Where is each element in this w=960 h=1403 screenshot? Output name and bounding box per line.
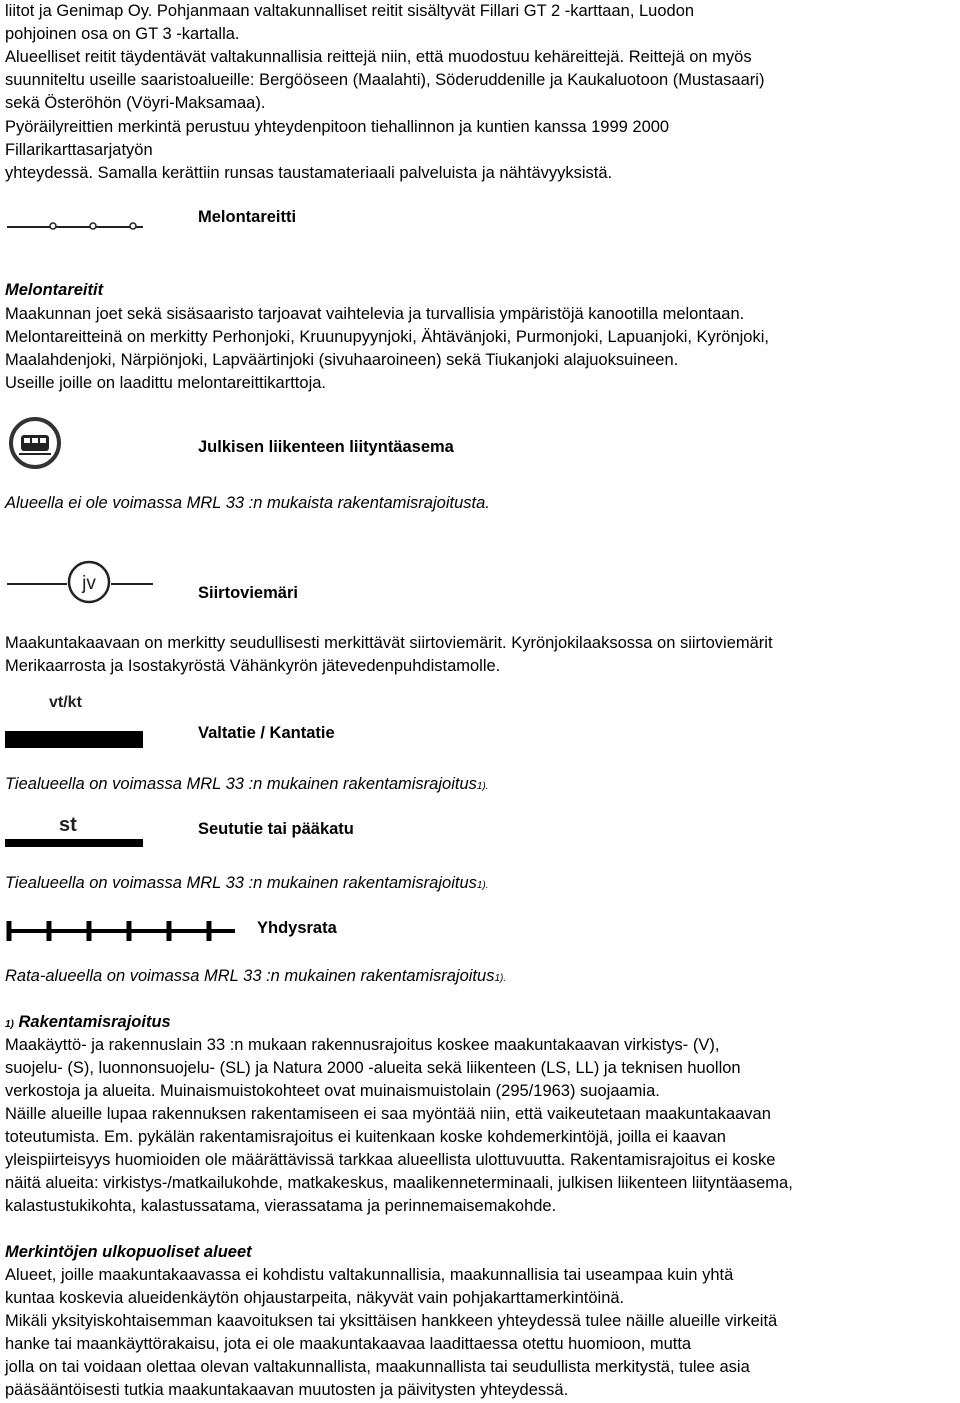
intro-line: pohjoinen osa on GT 3 -kartalla. (5, 25, 240, 43)
transit-station-legend-label: Julkisen liikenteen liityntäasema (198, 438, 454, 456)
building-restriction-line: verkostoja ja alueita. Muinaismuistokohteet ovat muinaismuistolain (295/1963) suojaamia. (5, 1082, 660, 1100)
transit-station-icon (7, 415, 65, 471)
unmarked-areas-line: kuntaa koskevia alueidenkäytön ohjaustarpeita, näkyvät vain pohjakarttamerkintöinä. (5, 1289, 625, 1307)
regional-road-legend-label: Seututie tai pääkatu (198, 820, 354, 838)
intro-line: Fillarikarttasarjatyön (5, 141, 153, 159)
canoe-line: Maalahdenjoki, Närpiönjoki, Lapväärtinjoki (sivuhaaroineen) sekä Tiukanjoki alajuoksuineen. (5, 351, 679, 369)
canoe-route-legend-label: Melontareitti (198, 208, 297, 226)
highway-symbol-text: vt/kt (49, 694, 82, 711)
unmarked-areas-line: Alueet, joille maakuntakaavassa ei kohdistu valtakunnallisia, maakunnallisia tai useampaa kuin yhtä (5, 1266, 734, 1284)
intro-line: liitot ja Genimap Oy. Pohjanmaan valtakunnalliset reitit sisältyvät Fillari GT 2 -karttaan, Luodon (5, 2, 695, 20)
building-restriction-line: suojelu- (S), luonnonsuojelu- (SL) ja Natura 2000 -alueita sekä liikenteen (LS, LL) ja teknisen huollon (5, 1059, 741, 1077)
intro-line: Alueelliset reitit täydentävät valtakunnallisia reittejä niin, että muodostuu kehäreittejä. Reittejä on myös (5, 48, 752, 66)
railway-symbol (5, 918, 237, 944)
highway-symbol (5, 694, 145, 754)
sewer-main-symbol-text: jv (82, 573, 96, 594)
highway-legend-label: Valtatie / Kantatie (198, 724, 335, 742)
canoe-line: Melontareitteinä on merkitty Perhonjoki, Kruunupyynjoki, Ähtävänjoki, Purmonjoki, Lapuanjoki, Kyrönjoki, (5, 328, 769, 346)
unmarked-areas-line: jolla on tai voidaan olettaa olevan valtakunnallista, maakunnallista tai seudullista merkitystä, tulee asia (5, 1358, 750, 1376)
sewer-main-line: Maakuntakaavaan on merkitty seudullisesti merkittävät siirtoviemärit. Kyrönjokilaaksossa on siirtoviemärit (5, 634, 773, 652)
building-restriction-line: Näille alueille lupaa rakennuksen rakentamiseen ei saa myöntää niin, että vaikeutetaan maakuntakaavan (5, 1105, 771, 1123)
building-restriction-line: Maakäyttö- ja rakennuslain 33 :n mukaan rakennusrajoitus koskee maakuntakaavan virkistys- (V), (5, 1036, 720, 1054)
highway-note: Tiealueella on voimassa MRL 33 :n mukainen rakentamisrajoitus1). (5, 775, 489, 793)
sewer-main-legend-label: Siirtoviemäri (198, 584, 298, 602)
canoe-line: Maakunnan joet sekä sisäsaaristo tarjoavat vaihtelevia ja turvallisia ympäristöjä kanootilla melontaan. (5, 305, 745, 323)
regional-road-symbol-text: st (59, 814, 77, 836)
railway-legend-label: Yhdysrata (257, 919, 337, 937)
building-restriction-line: kalastustukikohta, kalastussatama, vierassatama ja perinnemaisemakohde. (5, 1197, 557, 1215)
transit-station-note: Alueella ei ole voimassa MRL 33 :n mukaista rakentamisrajoitusta. (5, 494, 490, 512)
regional-road-symbol (5, 814, 145, 848)
regional-road-note: Tiealueella on voimassa MRL 33 :n mukainen rakentamisrajoitus1). (5, 874, 489, 892)
intro-line: Pyöräilyreittien merkintä perustuu yhteydenpitoon tiehallinnon ja kuntien kanssa 1999 2000 (5, 118, 670, 136)
canoe-line: Useille joille on laadittu melontareittikarttoja. (5, 374, 326, 392)
intro-line: sekä Österöhön (Vöyri-Maksamaa). (5, 94, 266, 112)
railway-note: Rata-alueella on voimassa MRL 33 :n mukainen rakentamisrajoitus1). (5, 967, 507, 985)
building-restriction-line: yleispiirteisyys huomioiden ole määrättävissä tarkkaa alueellista ulottuvuutta. Rakentamisrajoitus ei koske (5, 1151, 776, 1169)
sewer-main-line: Merikaarrosta ja Isostakyröstä Vähänkyrön jätevedenpuhdistamolle. (5, 657, 501, 675)
unmarked-areas-line: Mikäli yksityiskohtaisemman kaavoituksen tai yksittäisen hankkeen yhteydessä tulee näille alueille virkeitä (5, 1312, 778, 1330)
building-restriction-title: 1) Rakentamisrajoitus (5, 1013, 171, 1031)
intro-line: suunniteltu useille saaristoalueille: Bergööseen (Maalahti), Söderuddenille ja Kaukaluotoon (Mustasaari) (5, 71, 765, 89)
intro-line: yhteydessä. Samalla kerättiin runsas taustamateriaali palveluista ja nähtävyyksistä. (5, 164, 613, 182)
unmarked-areas-title: Merkintöjen ulkopuoliset alueet (5, 1243, 252, 1261)
building-restriction-line: toteutumista. Em. pykälän rakentamisrajoitus ei kuitenkaan koske kohdemerkintöjä, joilla ei kaavan (5, 1128, 726, 1146)
building-restriction-line: näitä alueita: virkistys-/matkailukohde, matkakeskus, maalikenneterminaali, julkisen liikenteen liityntäasema, (5, 1174, 793, 1192)
unmarked-areas-line: pääsääntöisesti tutkia maakuntakaavan muutosten ja päivitysten yhteydessä. (5, 1381, 569, 1399)
sewer-main-symbol (5, 560, 155, 608)
canoe-route-symbol (5, 218, 145, 234)
canoe-section-title: Melontareitit (5, 281, 104, 299)
unmarked-areas-line: hanke tai maankäyttörakaisu, jota ei ole maakuntakaavaa laadittaessa otettu huomioon, mutta (5, 1335, 692, 1353)
